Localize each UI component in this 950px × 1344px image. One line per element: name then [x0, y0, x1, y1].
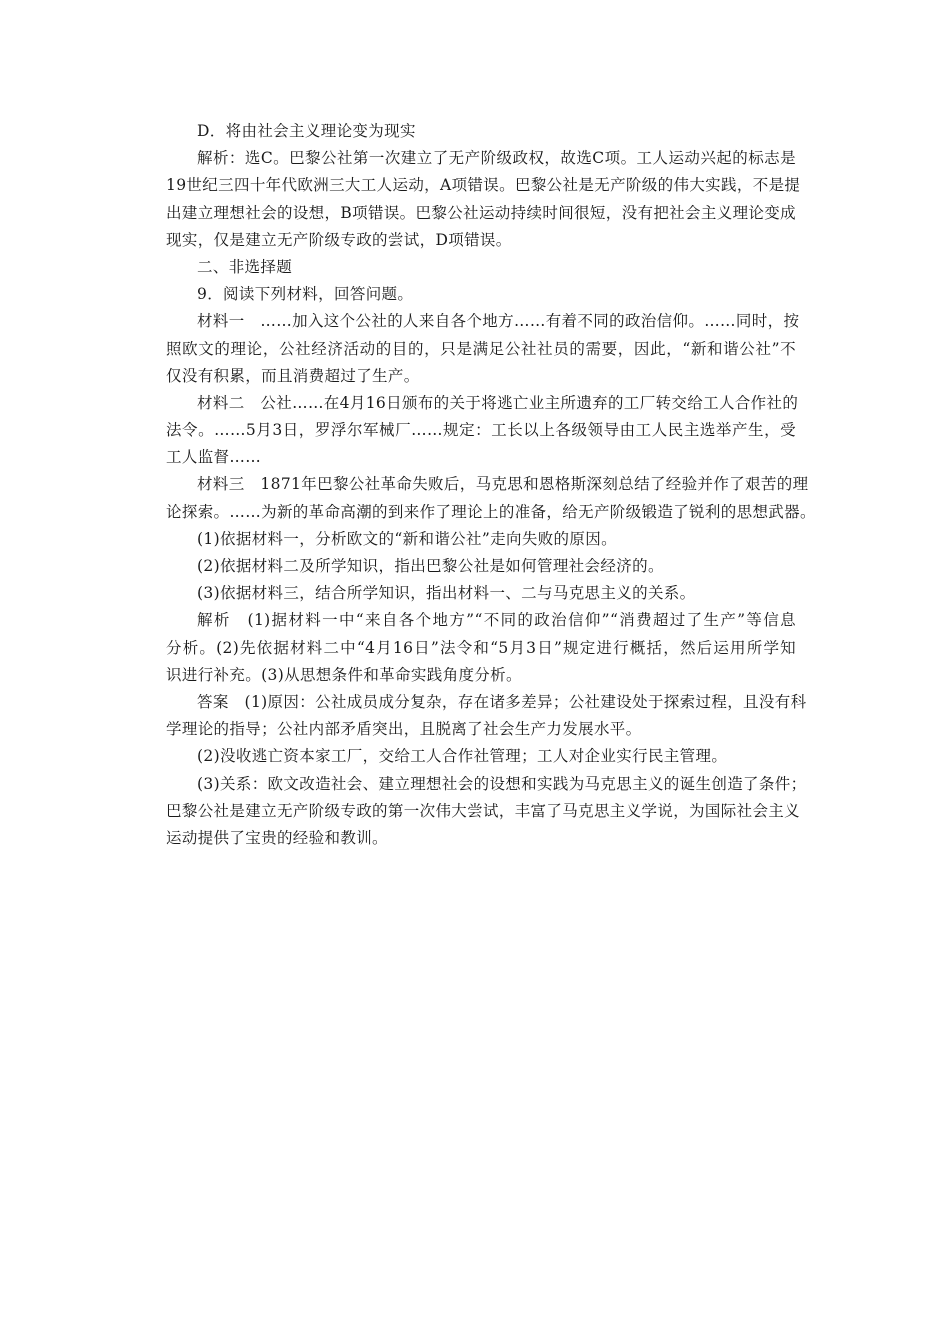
text-line: (3)关系：欧文改造社会、建立理想社会的设想和实践为马克思主义的诞生创造了条件；: [197, 774, 807, 793]
material-three: [166, 471, 816, 525]
text-line: 分析。(2)先依据材料二中“4月16日”法令和“5月3日”规定进行概括，然后运用所学知: [166, 638, 796, 657]
material-two: [166, 390, 799, 472]
text-line: 材料一 ……加入这个公社的人来自各个地方……有着不同的政治信仰。……同时，按: [197, 312, 800, 331]
sub-question-3: [166, 580, 796, 607]
option-d: [166, 118, 796, 145]
sub-question-2: [166, 553, 796, 580]
text-line: 识进行补充。(3)从思想条件和革命实践角度分析。: [166, 665, 522, 684]
text-line: 法令。……5月3日，罗浮尔军械厂……规定：工长以上各级领导由工人民主选举产生，受: [166, 421, 796, 440]
section-title: 二、非选择题: [197, 257, 293, 276]
answer-1: [166, 689, 807, 743]
text-line: 论探索。……为新的革命高潮的到来作了理论上的准备，给无产阶级锻造了锐利的思想武器。: [166, 502, 816, 521]
sub-question-1: [166, 526, 796, 553]
text-line: 解析：选C。巴黎公社第一次建立了无产阶级政权，故选C项。工人运动兴起的标志是: [197, 149, 796, 168]
material-one: [166, 308, 800, 390]
text-line: 19世纪三四十年代欧洲三大工人运动，A项错误。巴黎公社是无产阶级的伟大实践，不是提: [166, 176, 801, 195]
text-line: 照欧文的理论，公社经济活动的目的，只是满足公社社员的需要，因此，“新和谐公社”不: [166, 339, 796, 358]
text-line: 工人监督……: [166, 448, 262, 467]
text-line: 学理论的指导；公社内部矛盾突出，且脱离了社会生产力发展水平。: [166, 720, 642, 739]
analysis-paragraph-1: [166, 145, 801, 254]
text-line: 现实，仅是建立无产阶级专政的尝试，D项错误。: [166, 230, 512, 249]
text-line: 巴黎公社是建立无产阶级专政的第一次伟大尝试，丰富了马克思主义学说，为国际社会主义: [166, 801, 801, 820]
text-line: 材料三 1871年巴黎公社革命失败后，马克思和恩格斯深刻总结了经验并作了艰苦的理: [197, 475, 809, 494]
text-line: 答案 (1)原因：公社成员成分复杂，存在诸多差异；公社建设处于探索过程，且没有科: [197, 692, 807, 711]
answer-2: [166, 743, 796, 770]
text-line: (3)依据材料三，结合所学知识，指出材料一、二与马克思主义的关系。: [197, 584, 696, 603]
text-line: 出建立理想社会的设想，B项错误。巴黎公社运动持续时间很短，没有把社会主义理论变成: [166, 203, 796, 222]
analysis-paragraph-2: [166, 607, 796, 689]
text-line: (1)依据材料一，分析欧文的“新和谐公社”走向失败的原因。: [197, 529, 617, 548]
question-9-stem: [166, 281, 796, 308]
question-stem-text: 9．阅读下列材料，回答问题。: [197, 285, 414, 304]
text-line: (2)没收逃亡资本家工厂，交给工人合作社管理；工人对企业实行民主管理。: [197, 747, 728, 766]
section-heading: [166, 254, 796, 281]
text-line: 仅没有积累，而且消费超过了生产。: [166, 366, 420, 385]
text-line: 解析 (1)据材料一中“来自各个地方”“不同的政治信仰”“消费超过了生产”等信息: [197, 611, 796, 630]
option-d-text: D．将由社会主义理论变为现实: [197, 122, 416, 140]
text-line: (2)依据材料二及所学知识，指出巴黎公社是如何管理社会经济的。: [197, 557, 664, 575]
document-body: [166, 118, 816, 852]
answer-3: [166, 771, 807, 853]
text-line: 运动提供了宝贵的经验和教训。: [166, 828, 388, 847]
text-line: 材料二 公社……在4月16日颁布的关于将逃亡业主所遗弃的工厂转交给工人合作社的: [197, 393, 799, 412]
